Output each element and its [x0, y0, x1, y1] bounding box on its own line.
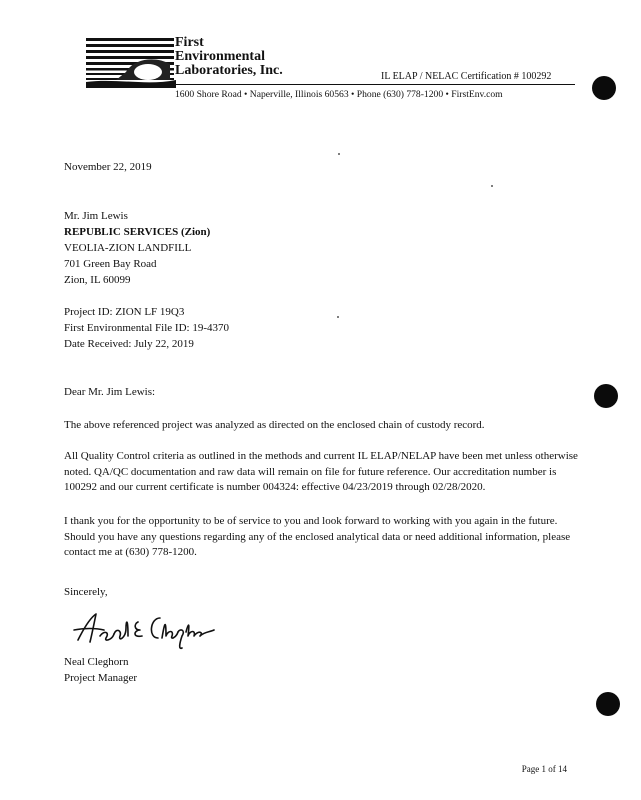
file-id: First Environmental File ID: 19-4370: [64, 322, 229, 334]
signer-name: Neal Cleghorn: [64, 656, 129, 668]
recipient-address-block: [64, 208, 210, 288]
company-name-line-2: Environmental: [175, 49, 265, 64]
page-number: Page 1 of 14: [521, 764, 567, 774]
body-paragraph-3: I thank you for the opportunity to be of service to you and look forward to working with you again in the future. Should you have any questions regarding any of the enclosed analytical data or need additional information, please contact me at (630) 778-1200.: [64, 515, 571, 558]
recipient-city: Zion, IL 60099: [64, 274, 131, 286]
company-logo-graphic: [86, 38, 176, 88]
closing: Sincerely,: [64, 586, 108, 598]
recipient-company: REPUBLIC SERVICES (Zion): [64, 226, 211, 238]
project-id: Project ID: ZION LF 19Q3: [64, 306, 185, 318]
signer-title: Project Manager: [64, 672, 137, 684]
scan-speck: [338, 153, 340, 155]
letter-date: November 22, 2019: [64, 161, 152, 173]
company-name: [175, 36, 283, 78]
company-name-line-1: First: [175, 35, 204, 50]
signer-block: [64, 654, 137, 686]
recipient-name: Mr. Jim Lewis: [64, 210, 128, 222]
salutation: Dear Mr. Jim Lewis:: [64, 386, 156, 398]
recipient-street: 701 Green Bay Road: [64, 258, 157, 270]
body-paragraph-1: The above referenced project was analyzed as directed on the enclosed chain of custody record.: [64, 419, 485, 431]
scan-speck: [337, 316, 339, 318]
certification-number: IL ELAP / NELAC Certification # 100292: [381, 71, 552, 82]
scan-speck: [491, 185, 493, 187]
body-paragraph-2: All Quality Control criteria as outlined in the methods and current IL ELAP/NELAP have been met unless otherwise noted. QA/QC documentation and raw data will remain on file for future reference. Our accreditation number is 100292 and our current certificate is number 004324: effective 04/23/2019 through 02/28/2020.: [64, 450, 578, 493]
date-received: Date Received: July 22, 2019: [64, 338, 194, 350]
header-divider: [175, 84, 575, 85]
project-info-block: [64, 304, 229, 352]
recipient-site: VEOLIA-ZION LANDFILL: [64, 242, 192, 254]
punch-hole-bottom: [596, 692, 620, 716]
company-name-line-3: Laboratories, Inc.: [175, 63, 283, 78]
company-address: 1600 Shore Road • Naperville, Illinois 60563 • Phone (630) 778-1200 • FirstEnv.com: [175, 89, 503, 100]
punch-hole-top: [592, 76, 616, 100]
handwritten-signature: [70, 606, 215, 652]
punch-hole-middle: [594, 384, 618, 408]
